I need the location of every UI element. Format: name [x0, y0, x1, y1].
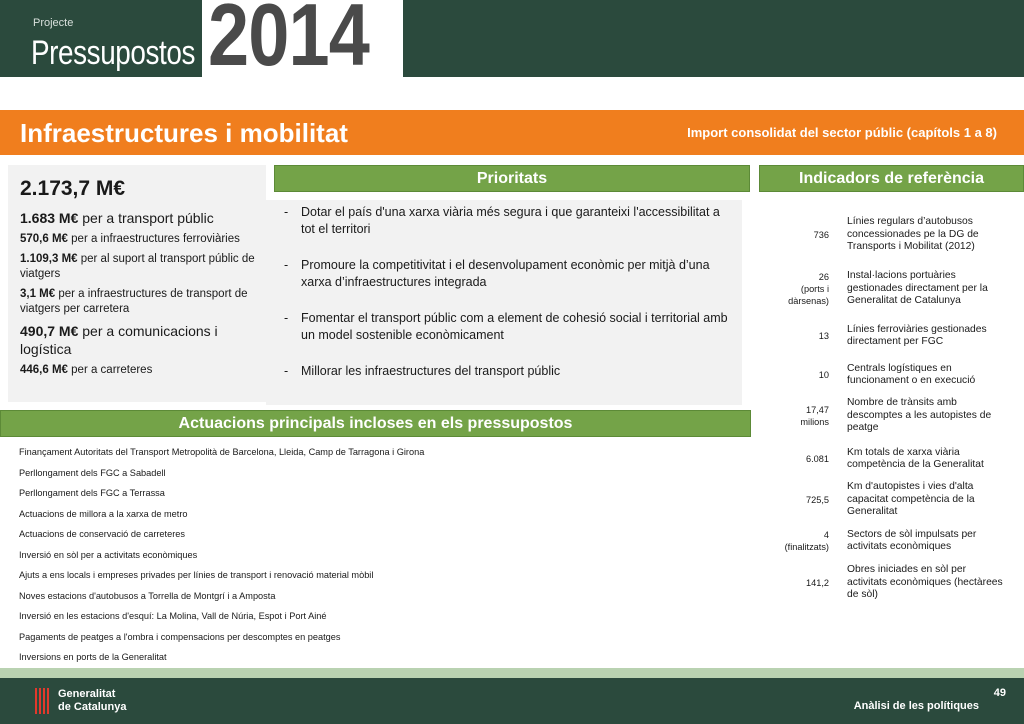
indicator-row — [759, 264, 1024, 314]
budget-total: 2.173,7 M€ — [20, 177, 126, 200]
priority-item: - Dotar el país d'una xarxa viària més segura i que garanteixi l'accessibilitat a tot el territori — [284, 204, 730, 238]
indicator-desc: Obres iniciades en sòl per activitats econòmiques (hectàrees de sòl) — [847, 564, 1003, 601]
section-title: Infraestructures i mobilitat — [20, 118, 348, 148]
section-bar — [0, 110, 1024, 155]
budget-line — [20, 287, 256, 317]
actions-heading: Actuacions principals incloses en els pressupostos — [0, 410, 751, 437]
actions-list — [19, 447, 749, 673]
action-item: Inversió en les estacions d'esquí: La Molina, Vall de Núria, Espot i Port Ainé — [19, 611, 327, 621]
action-item: Pagaments de peatges a l'ombra i compensacions per descomptes en peatges — [19, 631, 341, 642]
indicator-value: 141,2 — [806, 578, 829, 588]
indicator-desc: Línies ferroviàries gestionades directament per FGC — [847, 323, 987, 347]
footer — [0, 678, 1024, 724]
indicator-value: 725,5 — [806, 495, 829, 505]
section-subtitle: Import consolidat del sector públic (capítols 1 a 8) — [687, 125, 997, 140]
generalitat-logo-icon — [35, 688, 51, 714]
budget-text: per a carreteres — [67, 364, 153, 376]
budget-text: per al suport al transport públic de viatgers — [20, 253, 255, 280]
indicator-row — [759, 392, 1024, 440]
indicator-desc: Km totals de xarxa viària competència de la Generalitat — [847, 446, 984, 470]
budget-amount: 3,1 M€ — [20, 288, 56, 300]
action-item: Finançament Autoritats del Transport Metropolità de Barcelona, Lleida, Camp de Tarragona i Girona — [19, 447, 425, 457]
header-year: 2014 — [208, 0, 370, 84]
header-title: Pressupostos — [31, 34, 195, 72]
action-item: Ajuts a ens locals i empreses privades per línies de transport i renovació material mòbil — [19, 570, 374, 580]
indicator-desc: Línies regulars d’autobusos concessionades pe la DG de Transports i Mobilitat (2012) — [847, 216, 979, 253]
budget-line — [20, 322, 256, 358]
budget-text: per a comunicacions i logística — [20, 323, 218, 357]
footer-strip — [0, 668, 1024, 678]
indicator-row — [759, 478, 1024, 522]
org-name-line2: de Catalunya — [58, 701, 127, 713]
indicator-row — [759, 314, 1024, 358]
budget-text: per a infraestructures de transport de viatgers per carretera — [20, 288, 248, 315]
indicator-desc: Centrals logístiques en funcionament o en execució — [847, 362, 976, 386]
action-item: Inversions en ports de la Generalitat — [19, 652, 167, 662]
indicator-value: 17,47 milions — [800, 405, 829, 427]
budget-line — [20, 232, 256, 247]
indicator-row — [759, 560, 1024, 606]
indicator-desc: Sectors de sòl impulsats per activitats econòmiques — [847, 528, 977, 552]
budget-panel — [8, 165, 266, 402]
budget-text: per a transport públic — [78, 210, 214, 226]
action-item: Perllongament dels FGC a Terrassa — [19, 488, 165, 498]
year-box — [202, 0, 403, 84]
budget-text: per a infraestructures ferroviàries — [67, 233, 240, 245]
indicator-value: 26 (ports i dàrsenas) — [788, 272, 829, 306]
priority-item: - Promoure la competitivitat i el desenvolupament econòmic per mitjà d’una xarxa d’infraestructures integrada — [284, 257, 730, 291]
indicator-value: 6.081 — [806, 454, 829, 464]
indicators-table — [759, 206, 1024, 606]
action-item: Actuacions de millora a la xarxa de metro — [19, 508, 188, 519]
indicator-desc: Instal·lacions portuàries gestionades directament per la Generalitat de Catalunya — [847, 270, 988, 307]
action-item: Actuacions de conservació de carreteres — [19, 529, 185, 539]
indicator-row — [759, 358, 1024, 392]
indicator-row — [759, 206, 1024, 264]
indicators-heading: Indicadors de referència — [759, 165, 1024, 192]
priority-item: - Millorar les infraestructures del transport públic — [284, 363, 730, 380]
indicator-value: 4 (finalitzats) — [784, 530, 829, 552]
indicator-value: 13 — [818, 331, 829, 341]
budget-amount: 570,6 M€ — [20, 233, 68, 245]
budget-line — [20, 209, 256, 227]
priorities-heading: Prioritats — [274, 165, 750, 192]
budget-amount: 446,6 M€ — [20, 364, 68, 376]
budget-amount: 490,7 M€ — [20, 323, 79, 339]
header-title-box — [0, 0, 197, 77]
org-name-line1: Generalitat — [58, 688, 116, 700]
budget-line — [20, 363, 256, 378]
project-label: Projecte — [33, 17, 74, 29]
indicator-desc: Km d'autopistes i vies d'alta capacitat competència de la Generalitat — [847, 481, 975, 518]
indicator-value: 10 — [818, 370, 829, 380]
indicator-value: 736 — [813, 230, 829, 240]
budget-line — [20, 252, 256, 282]
action-item: Noves estacions d'autobusos a Torrella de Montgrí i a Amposta — [19, 590, 276, 601]
footer-label: Anàlisi de les polítiques — [853, 700, 979, 712]
action-item: Perllongament dels FGC a Sabadell — [19, 467, 166, 478]
action-item: Inversió en sòl per a activitats econòmiques — [19, 549, 198, 560]
priorities-panel — [266, 200, 742, 405]
indicator-row — [759, 440, 1024, 478]
indicator-desc: Nombre de trànsits amb descomptes a les autopistes de peatge — [847, 397, 992, 434]
priority-item: - Fomentar el transport públic com a element de cohesió social i territorial amb un model sostenible econòmicament — [284, 310, 730, 344]
page-number: 49 — [993, 687, 1006, 699]
budget-amount: 1.683 M€ — [20, 210, 79, 226]
budget-amount: 1.109,3 M€ — [20, 253, 78, 265]
indicator-row — [759, 522, 1024, 560]
